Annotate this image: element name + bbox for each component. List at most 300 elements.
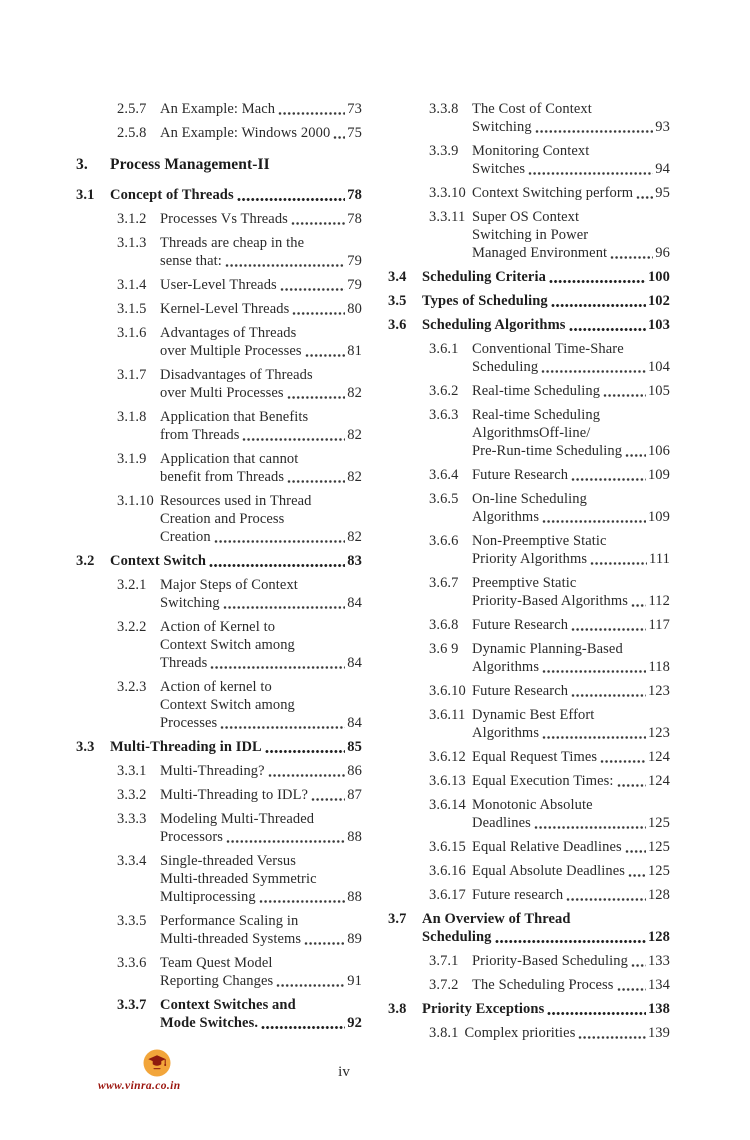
entry-title: Algorithms — [472, 509, 540, 525]
entry-line — [160, 714, 362, 732]
entry-number: 3.1 — [76, 187, 95, 203]
entry-title: Multiprocessing — [160, 889, 256, 905]
page-ref: 83 — [347, 553, 362, 569]
entry-number: 3.3.11 — [429, 209, 466, 225]
page-ref: 82 — [347, 529, 362, 545]
entry-number: 3.6.16 — [429, 863, 466, 879]
page-ref: 81 — [347, 343, 362, 359]
entry-title: sense that: — [160, 253, 222, 269]
entry-line — [472, 424, 670, 442]
entry-line — [472, 244, 670, 262]
toc-entry-3-3-11 — [388, 208, 670, 262]
page-ref: 109 — [647, 509, 670, 525]
entry-line — [472, 142, 670, 160]
entry-line — [472, 796, 670, 814]
entry-title: Real-time Scheduling — [472, 383, 601, 399]
toc-entry-2-5-8 — [76, 124, 362, 142]
dot-leader — [225, 263, 345, 268]
entry-body — [160, 912, 362, 948]
toc-entry-3-3-1 — [76, 762, 362, 780]
entry-title: Multi-threaded Symmetric — [160, 871, 317, 887]
entry-body — [472, 616, 670, 634]
entry-title: Performance Scaling in — [160, 913, 299, 929]
entry-body — [422, 910, 670, 946]
toc-entry-3-1 — [76, 186, 362, 204]
entry-title: Managed Environment — [472, 245, 608, 261]
toc-entry-3-3-9 — [388, 142, 670, 178]
entry-line — [472, 814, 670, 832]
toc-entry-3-2-3 — [76, 678, 362, 732]
entry-body — [422, 316, 670, 334]
toc-entry-3-5 — [388, 292, 670, 310]
entry-body — [160, 300, 362, 318]
page-ref: 118 — [648, 659, 670, 675]
entry-number: 3.6.1 — [429, 341, 459, 357]
page-ref: 124 — [647, 773, 670, 789]
entry-body — [422, 292, 670, 310]
entry-title: Reporting Changes — [160, 973, 274, 989]
entry-line — [160, 930, 362, 948]
toc-entry-3-4 — [388, 268, 670, 286]
entry-number: 3.3.9 — [429, 143, 459, 159]
page-ref: 88 — [347, 889, 362, 905]
entry-number: 3.6.11 — [429, 707, 466, 723]
entry-body — [110, 552, 362, 570]
entry-body — [472, 574, 670, 610]
toc-entry-3-3-7 — [76, 996, 362, 1032]
page-ref: 73 — [347, 101, 362, 117]
entry-line — [160, 636, 362, 654]
entry-line — [160, 576, 362, 594]
toc-entry-3-6-4 — [388, 466, 670, 484]
entry-number: 3.6.10 — [429, 683, 466, 699]
entry-line — [472, 724, 670, 742]
entry-title: Multi-Threading? — [160, 763, 265, 779]
entry-title: Real-time Scheduling — [472, 407, 601, 423]
entry-line — [422, 928, 670, 946]
entry-line — [160, 828, 362, 846]
toc-entry-3-1-5 — [76, 300, 362, 318]
entry-number: 3.8 — [388, 1001, 407, 1017]
entry-line — [472, 640, 670, 658]
page-ref: 82 — [347, 469, 362, 485]
entry-title: The Scheduling Process — [472, 977, 614, 993]
page-ref: 117 — [648, 617, 670, 633]
entry-title: Major Steps of Context — [160, 577, 298, 593]
entry-number: 3.3.5 — [117, 913, 147, 929]
entry-line — [160, 654, 362, 672]
entry-body — [160, 678, 362, 732]
entry-number: 3.3.3 — [117, 811, 147, 827]
dot-leader — [631, 603, 647, 608]
toc-entry-3-1-3 — [76, 234, 362, 270]
entry-number: 3.1.9 — [117, 451, 147, 467]
entry-number: 3.1.6 — [117, 325, 147, 341]
entry-title: Non-Preemptive Static — [472, 533, 607, 549]
entry-number: 3.3.2 — [117, 787, 147, 803]
entry-line — [160, 786, 362, 804]
dot-leader — [617, 987, 646, 992]
entry-title: An Example: Windows 2000 — [160, 125, 331, 141]
dot-leader — [571, 477, 646, 482]
entry-title: Multi-Threading to IDL? — [160, 787, 309, 803]
entry-body — [160, 786, 362, 804]
page-ref: 125 — [647, 815, 670, 831]
entry-number: 3.6 — [388, 317, 407, 333]
toc-entry-3-6-6 — [388, 532, 670, 568]
entry-number: 3.6.5 — [429, 491, 459, 507]
entry-body — [472, 640, 670, 676]
entry-number: 3.3.10 — [429, 185, 466, 201]
toc-entry-3-6-7 — [388, 574, 670, 610]
toc-entry-3-6-3 — [388, 406, 670, 460]
page-ref: 79 — [347, 253, 362, 269]
entry-body — [472, 976, 670, 994]
entry-title: Dynamic Best Effort — [472, 707, 595, 723]
toc-entry-3-6-5 — [388, 490, 670, 526]
entry-line — [472, 550, 670, 568]
dot-leader — [541, 369, 646, 374]
entry-body — [160, 762, 362, 780]
entry-title: Action of Kernel to — [160, 619, 276, 635]
entry-title: over Multiple Processes — [160, 343, 302, 359]
entry-line — [422, 268, 670, 286]
entry-number: 3.7.2 — [429, 977, 459, 993]
entry-line — [110, 156, 362, 174]
entry-line — [160, 996, 362, 1014]
entry-line — [472, 532, 670, 550]
entry-title: Future Research — [472, 617, 569, 633]
dot-leader — [625, 849, 646, 854]
entry-title: Pre-Run-time Scheduling — [472, 443, 623, 459]
entry-line — [472, 118, 670, 136]
entry-number: 3. — [76, 156, 88, 173]
entry-line — [160, 972, 362, 990]
entry-title: Equal Relative Deadlines — [472, 839, 622, 855]
entry-line — [160, 100, 362, 118]
dot-leader — [237, 197, 346, 202]
page-ref: 100 — [647, 269, 670, 285]
page-ref: 103 — [647, 317, 670, 333]
entry-body — [472, 142, 670, 178]
entry-title: Equal Absolute Deadlines — [472, 863, 626, 879]
entry-line — [472, 490, 670, 508]
toc-entry-3-6-15 — [388, 838, 670, 856]
page-ref: 102 — [647, 293, 670, 309]
entry-line — [160, 342, 362, 360]
entry-title: Algorithms — [472, 725, 540, 741]
entry-line — [472, 706, 670, 724]
toc-entry-3 — [76, 156, 362, 174]
dot-leader — [287, 395, 346, 400]
entry-line — [160, 696, 362, 714]
dot-leader — [268, 773, 346, 778]
entry-number: 3.3.8 — [429, 101, 459, 117]
entry-line — [472, 208, 670, 226]
dot-leader — [610, 255, 653, 260]
entry-body — [422, 1000, 670, 1018]
entry-line — [472, 100, 670, 118]
entry-title: Priority Algorithms — [472, 551, 588, 567]
page-ref: 128 — [647, 887, 670, 903]
page-ref: 93 — [655, 119, 670, 135]
entry-title: Dynamic Planning-Based — [472, 641, 623, 657]
entry-number: 3.6.4 — [429, 467, 459, 483]
entry-number: 3.1.10 — [117, 493, 154, 509]
entry-title: The Cost of Context — [472, 101, 592, 117]
page-ref: 105 — [647, 383, 670, 399]
entry-line — [472, 886, 670, 904]
entry-title: Future Research — [472, 467, 569, 483]
entry-number: 3.6.6 — [429, 533, 459, 549]
dot-leader — [305, 353, 346, 358]
entry-line — [472, 616, 670, 634]
entry-line — [160, 510, 362, 528]
entry-number: 3.1.3 — [117, 235, 147, 251]
entry-title: Action of kernel to — [160, 679, 272, 695]
entry-title: Resources used in Thread — [160, 493, 312, 509]
dot-leader — [578, 1035, 645, 1040]
entry-line — [422, 316, 670, 334]
entry-line — [472, 748, 670, 766]
page-ref: 139 — [647, 1025, 670, 1041]
entry-title: over Multi Processes — [160, 385, 284, 401]
entry-title: Application that cannot — [160, 451, 299, 467]
entry-line — [472, 340, 670, 358]
dot-leader — [223, 605, 346, 610]
page-ref: 134 — [647, 977, 670, 993]
entry-line — [472, 574, 670, 592]
entry-number: 2.5.8 — [117, 125, 147, 141]
entry-title: Algorithms — [472, 659, 540, 675]
entry-number: 3.1.4 — [117, 277, 147, 293]
entry-line — [160, 366, 362, 384]
toc-entry-3-1-4 — [76, 276, 362, 294]
toc-entry-3-3-3 — [76, 810, 362, 846]
entry-body — [472, 748, 670, 766]
entry-number: 3.6.12 — [429, 749, 466, 765]
dot-leader — [631, 963, 646, 968]
entry-title: User-Level Threads — [160, 277, 277, 293]
entry-title: Multi-Threading in IDL — [110, 739, 262, 755]
entry-number: 3.2.2 — [117, 619, 147, 635]
entry-body — [160, 618, 362, 672]
entry-title: benefit from Threads — [160, 469, 285, 485]
entry-line — [160, 678, 362, 696]
dot-leader — [603, 393, 646, 398]
dot-leader — [542, 519, 646, 524]
dot-leader — [542, 735, 646, 740]
dot-leader — [542, 669, 646, 674]
page-number: iv — [338, 1064, 350, 1080]
entry-number: 3.1.7 — [117, 367, 147, 383]
dot-leader — [304, 941, 345, 946]
entry-number: 3.3.7 — [117, 997, 147, 1013]
entry-body — [472, 208, 670, 262]
dot-leader — [261, 1025, 345, 1030]
entry-body — [472, 382, 670, 400]
page-ref: 82 — [347, 385, 362, 401]
dot-leader — [209, 563, 345, 568]
entry-number: 3.4 — [388, 269, 407, 285]
dot-leader — [333, 135, 345, 140]
entry-line — [160, 594, 362, 612]
entry-title: Equal Request Times — [472, 749, 598, 765]
entry-title: Team Quest Model — [160, 955, 273, 971]
entry-line — [472, 184, 670, 202]
entry-line — [472, 382, 670, 400]
entry-number: 3.7 — [388, 911, 407, 927]
entry-line — [472, 466, 670, 484]
dot-leader — [291, 221, 345, 226]
entry-line — [472, 358, 670, 376]
entry-line — [160, 124, 362, 142]
entry-title: Application that Benefits — [160, 409, 309, 425]
dot-leader — [535, 129, 654, 134]
toc-entry-3-1-10 — [76, 492, 362, 546]
toc-columns — [76, 100, 670, 1048]
dot-leader — [278, 111, 345, 116]
toc-entry-3-6-16 — [388, 862, 670, 880]
entry-title: Processes — [160, 715, 218, 731]
dot-leader — [590, 561, 647, 566]
entry-line — [110, 738, 362, 756]
entry-number: 3.1.8 — [117, 409, 147, 425]
dot-leader — [566, 897, 646, 902]
entry-line — [160, 810, 362, 828]
entry-line — [160, 954, 362, 972]
entry-number: 3.6.3 — [429, 407, 459, 423]
entry-title: An Overview of Thread — [422, 911, 571, 927]
entry-body — [472, 952, 670, 970]
entry-number: 3.6.14 — [429, 797, 466, 813]
entry-title: Concept of Threads — [110, 187, 234, 203]
dot-leader — [265, 749, 346, 754]
entry-title: Equal Execution Times: — [472, 773, 614, 789]
entry-title: Advantages of Threads — [160, 325, 297, 341]
toc-entry-3-6-9 — [388, 640, 670, 676]
dot-leader — [547, 1011, 646, 1016]
entry-line — [472, 406, 670, 424]
entry-line — [160, 912, 362, 930]
toc-entry-3-6-8 — [388, 616, 670, 634]
dot-leader — [242, 437, 345, 442]
entry-number: 3.3 — [76, 739, 95, 755]
entry-body — [472, 532, 670, 568]
entry-number: 3.2 — [76, 553, 95, 569]
entry-number: 3.3.1 — [117, 763, 147, 779]
page-ref: 82 — [347, 427, 362, 443]
entry-body — [110, 186, 362, 204]
entry-title: Complex priorities — [464, 1025, 576, 1041]
entry-body — [160, 492, 362, 546]
entry-title: Priority-Based Algorithms — [472, 593, 628, 609]
entry-body — [472, 706, 670, 742]
entry-line — [160, 276, 362, 294]
entry-title: Context Switch — [110, 553, 207, 569]
page-ref: 112 — [648, 593, 670, 609]
toc-entry-3-1-7 — [76, 366, 362, 402]
toc-entry-3-6-14 — [388, 796, 670, 832]
entry-number: 3.6.17 — [429, 887, 466, 903]
entry-number: 2.5.7 — [117, 101, 147, 117]
entry-title: Conventional Time-Share — [472, 341, 624, 357]
entry-title: Mode Switches. — [160, 1015, 259, 1031]
graduation-cap-icon — [143, 1049, 171, 1077]
entry-line — [472, 160, 670, 178]
toc-entry-2-5-7 — [76, 100, 362, 118]
toc-entry-3-3-2 — [76, 786, 362, 804]
dot-leader — [571, 627, 646, 632]
toc-entry-3-6 — [388, 316, 670, 334]
entry-body — [472, 682, 670, 700]
entry-title: Priority-Based Scheduling — [472, 953, 628, 969]
toc-entry-3-6-10 — [388, 682, 670, 700]
dot-leader — [600, 759, 646, 764]
entry-line — [160, 888, 362, 906]
toc-entry-3-6-11 — [388, 706, 670, 742]
entry-title: Single-threaded Versus — [160, 853, 297, 869]
entry-title: Switches — [472, 161, 526, 177]
page-ref: 75 — [347, 125, 362, 141]
dot-leader — [534, 825, 646, 830]
entry-title: AlgorithmsOff-line/ — [472, 425, 591, 441]
website-url: www.vinra.co.in — [98, 1080, 181, 1092]
dot-leader — [220, 725, 345, 730]
entry-title: Switching in Power — [472, 227, 589, 243]
entry-line — [160, 384, 362, 402]
entry-title: Priority Exceptions — [422, 1001, 545, 1017]
entry-title: Disadvantages of Threads — [160, 367, 313, 383]
page-ref: 128 — [647, 929, 670, 945]
entry-line — [472, 508, 670, 526]
entry-line — [160, 870, 362, 888]
toc-entry-3-7 — [388, 910, 670, 946]
page-ref: 89 — [347, 931, 362, 947]
toc-entry-3-2 — [76, 552, 362, 570]
entry-line — [465, 1024, 671, 1042]
entry-line — [472, 682, 670, 700]
entry-number: 3.6.7 — [429, 575, 459, 591]
entry-title: from Threads — [160, 427, 240, 443]
entry-title: An Example: Mach — [160, 101, 276, 117]
toc-right-column — [388, 100, 670, 1048]
toc-entry-3-3-8 — [388, 100, 670, 136]
page-ref: 95 — [655, 185, 670, 201]
toc-entry-3-7-1 — [388, 952, 670, 970]
entry-number: 3.1.2 — [117, 211, 147, 227]
toc-entry-3-3-6 — [76, 954, 362, 990]
page-ref: 133 — [647, 953, 670, 969]
dot-leader — [259, 899, 346, 904]
dot-leader — [214, 539, 346, 544]
toc-entry-3-1-9 — [76, 450, 362, 486]
dot-leader — [287, 479, 345, 484]
entry-body — [110, 738, 362, 756]
dot-leader — [628, 873, 646, 878]
entry-title: Process Management-II — [110, 156, 270, 173]
toc-entry-3-3 — [76, 738, 362, 756]
entry-title: Creation and Process — [160, 511, 285, 527]
page-ref: 92 — [347, 1015, 362, 1031]
entry-line — [160, 1014, 362, 1032]
entry-body — [160, 100, 362, 118]
toc-entry-3-2-2 — [76, 618, 362, 672]
publisher-logo — [143, 1049, 171, 1077]
entry-title: Future Research — [472, 683, 569, 699]
toc-entry-3-1-6 — [76, 324, 362, 360]
entry-title: Deadlines — [472, 815, 531, 831]
